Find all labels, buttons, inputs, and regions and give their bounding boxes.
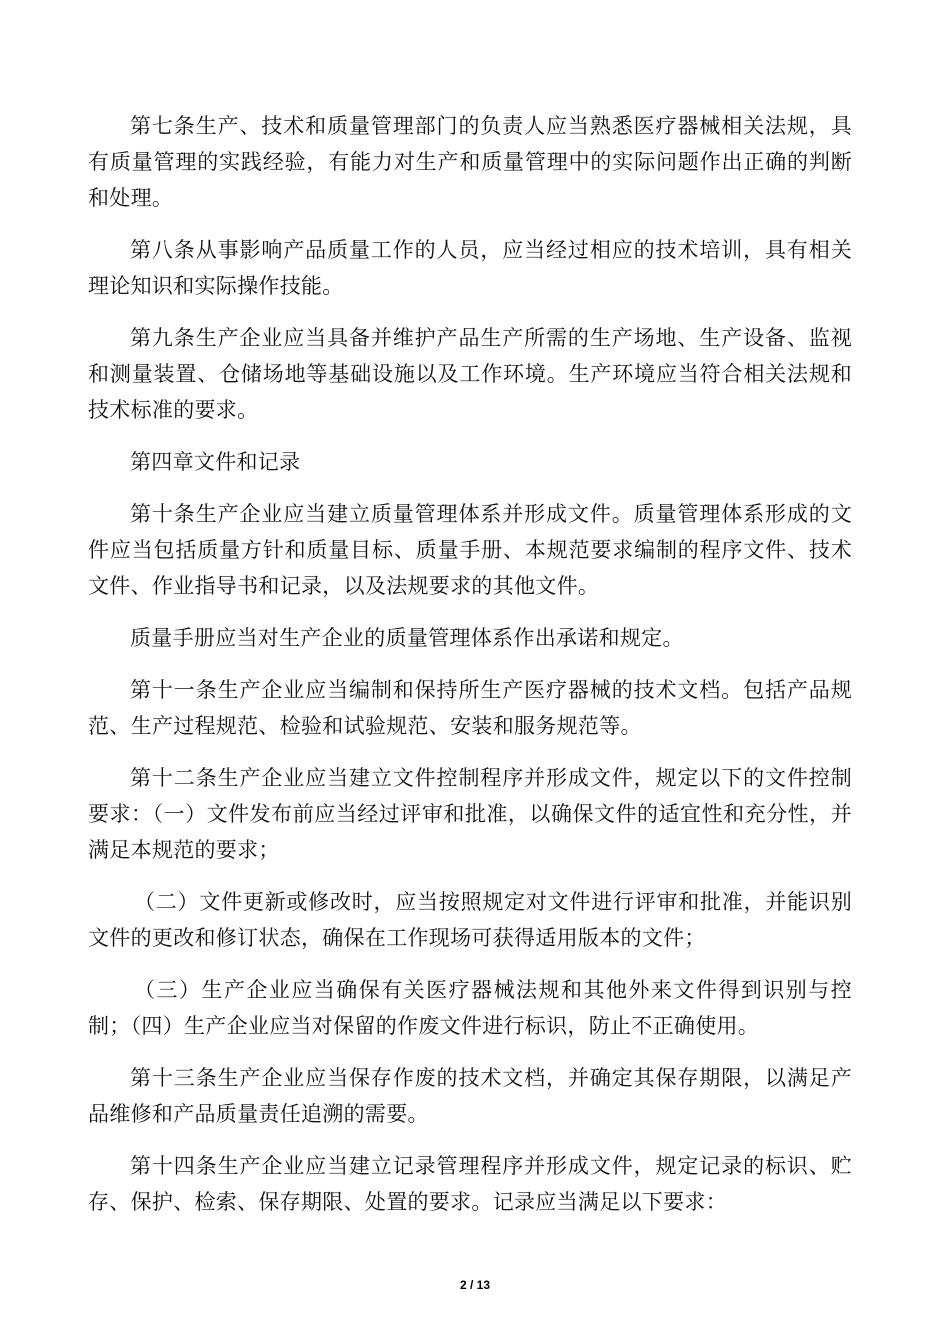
chapter-4-heading: 第四章文件和记录: [130, 450, 301, 474]
article-12-item-2-paragraph: （二）文件更新或修改时，应当按照规定对文件进行评审和批准，并能识别文件的更改和修订状态，确保在工作现场可获得适用版本的文件；: [88, 890, 852, 950]
page-number-separator: /: [469, 1278, 474, 1292]
page-number-footer: [0, 1278, 950, 1292]
article-14-paragraph: 第十四条生产企业应当建立记录管理程序并形成文件，规定记录的标识、贮存、保护、检索、保存期限、处置的要求。记录应当满足以下要求：: [88, 1154, 852, 1214]
page-total-number: 13: [476, 1278, 491, 1292]
article-8-paragraph: 第八条从事影响产品质量工作的人员，应当经过相应的技术培训，具有相关理论知识和实际操作技能。: [88, 238, 852, 298]
article-9-paragraph: 第九条生产企业应当具备并维护产品生产所需的生产场地、生产设备、监视和测量装置、仓储场地等基础设施以及工作环境。生产环境应当符合相关法规和技术标准的要求。: [88, 326, 852, 422]
document-body: [88, 108, 852, 1236]
quality-manual-paragraph: 质量手册应当对生产企业的质量管理体系作出承诺和规定。: [130, 626, 684, 650]
article-10-paragraph: 第十条生产企业应当建立质量管理体系并形成文件。质量管理体系形成的文件应当包括质量方针和质量目标、质量手册、本规范要求编制的程序文件、技术文件、作业指导书和记录，以及法规要求的其他文件。: [88, 502, 852, 598]
article-13-paragraph: 第十三条生产企业应当保存作废的技术文档，并确定其保存期限，以满足产品维修和产品质量责任追溯的需要。: [88, 1066, 852, 1126]
article-12-paragraph: 第十二条生产企业应当建立文件控制程序并形成文件，规定以下的文件控制要求：（一）文件发布前应当经过评审和批准，以确保文件的适宜性和充分性，并满足本规范的要求；: [88, 766, 852, 862]
page-current-number: 2: [459, 1278, 467, 1292]
article-7-paragraph: 第七条生产、技术和质量管理部门的负责人应当熟悉医疗器械相关法规，具有质量管理的实践经验，有能力对生产和质量管理中的实际问题作出正确的判断和处理。: [88, 114, 852, 210]
article-12-items-3-4-paragraph: （三）生产企业应当确保有关医疗器械法规和其他外来文件得到识别与控制；（四）生产企业应当对保留的作废文件进行标识，防止不正确使用。: [88, 978, 852, 1038]
article-11-paragraph: 第十一条生产企业应当编制和保持所生产医疗器械的技术文档。包括产品规范、生产过程规范、检验和试验规范、安装和服务规范等。: [88, 678, 852, 738]
